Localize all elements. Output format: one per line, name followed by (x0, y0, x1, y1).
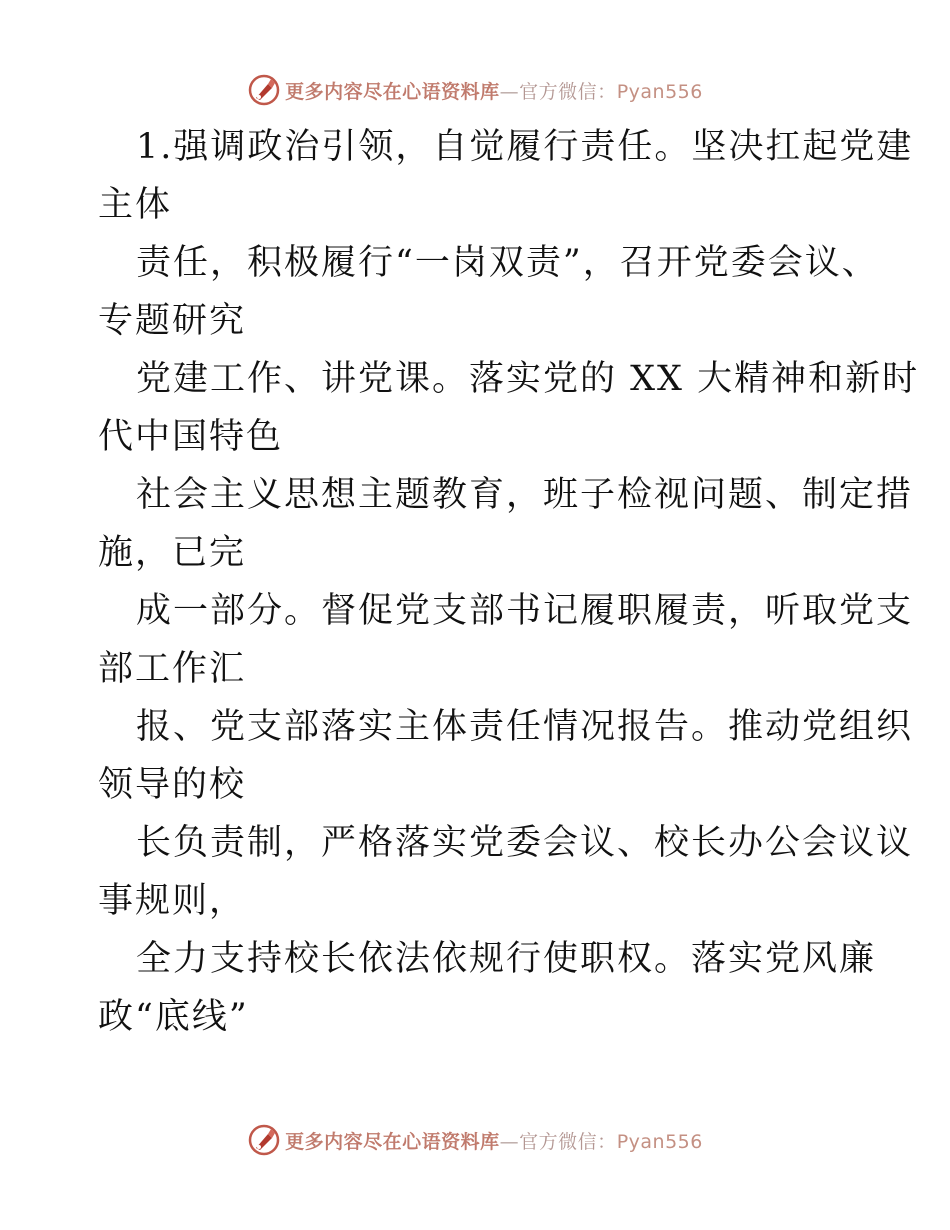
text-line: 社会主义思想主题教育，班子检视问题、制定措 (136, 475, 914, 515)
paragraph (98, 698, 914, 814)
pen-nib-logo-icon (247, 73, 281, 107)
text-line: 成一部分。督促党支部书记履职履责，听取党支 (136, 591, 914, 631)
text-line: 领导的校 (98, 765, 247, 805)
pen-nib-logo-icon (247, 1123, 281, 1157)
text-line: 部工作汇 (98, 649, 247, 689)
paragraph (98, 350, 920, 466)
text-line: 事规则， (98, 881, 247, 921)
text-line: 1.强调政治引领，自觉履行责任。坚决扛起党建 (136, 127, 914, 167)
footer-watermark (0, 1122, 950, 1158)
text-line: 代中国特色 (98, 417, 284, 457)
text-line: 报、党支部落实主体责任情况报告。推动党组织 (136, 707, 914, 747)
paragraph (98, 118, 914, 234)
document-body (98, 118, 920, 1046)
header-watermark (0, 72, 950, 108)
text-line: 专题研究 (98, 301, 247, 341)
paragraph (98, 930, 877, 1046)
paragraph (98, 582, 914, 698)
text-line: 政“底线” (98, 997, 249, 1037)
text-line: 长负责制，严格落实党委会议、校长办公会议议 (136, 823, 914, 863)
text-line: 主体 (98, 185, 173, 225)
watermark-text: 更多内容尽在心语资料库—官方微信：Pyan556 (285, 80, 703, 103)
paragraph (98, 466, 914, 582)
text-line: 施，已完 (98, 533, 247, 573)
text-line: 责任，积极履行“一岗双责”，召开党委会议、 (136, 243, 879, 283)
text-line: 全力支持校长依法依规行使职权。落实党风廉 (136, 939, 877, 979)
watermark-text: 更多内容尽在心语资料库—官方微信：Pyan556 (285, 1130, 703, 1153)
paragraph (98, 814, 914, 930)
text-line: 党建工作、讲党课。落实党的 XX 大精神和新时 (136, 359, 920, 399)
paragraph (98, 234, 879, 350)
